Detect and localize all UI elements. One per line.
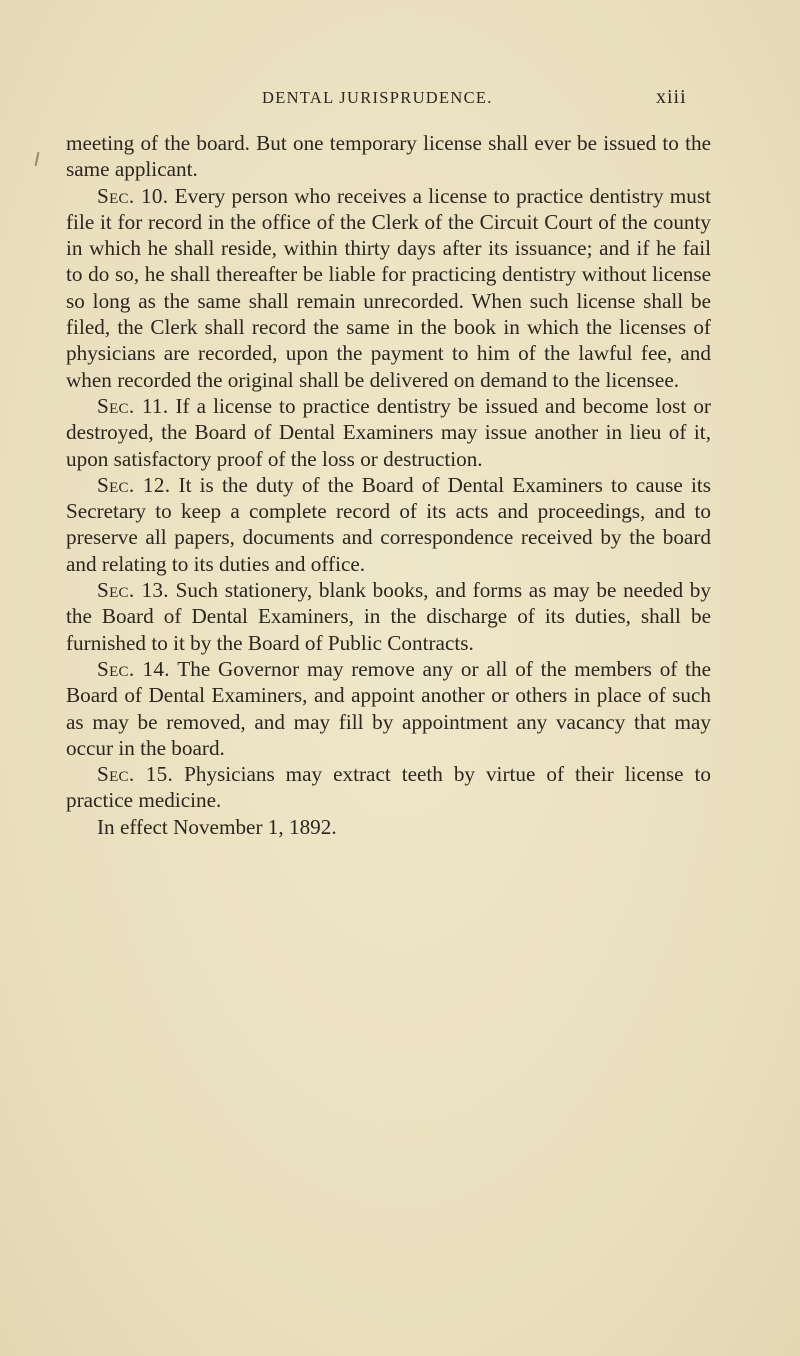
margin-mark [35,152,40,166]
section-label: Sec. 12. [97,472,171,497]
section-label: Sec. 13. [97,578,169,603]
section-text: Physicians may extract teeth by virtue of their license to practice medicine. [66,762,712,813]
section-12-paragraph [66,472,711,577]
section-text: Every person who receives a license to practice dentistry must file it for record in the office of the Clerk of the Circuit Court of the county in which he shall reside, within thirty days after its issuance; and if he fail to do so, he shall thereafter be liable for practicing dentistry without license so long as the same shall remain unrecorded. When such license shall be filed, the Clerk shall record the same in the book in which the licenses of physicians are recorded, upon the payment to him of the lawful fee, and when recorded the original shall be delivered on demand to the licensee. [66,183,712,392]
section-10-paragraph [66,183,711,393]
section-label: Sec. 11. [97,393,169,418]
section-text: Such stationery, blank books, and forms as may be needed by the Board of Dental Examiners, in the discharge of its duties, shall be furnished to it by the Board of Public Contracts. [66,578,711,655]
body-text [66,130,711,840]
section-text: The Governor may remove any or all of the members of the Board of Dental Examiners, and appoint another or others in place of such as may be removed, and may fill by appointment any vacancy that may occur in the board. [66,656,711,760]
section-text: If a license to practice dentistry be issued and become lost or destroyed, the Board of Dental Examiners may issue another in lieu of it, upon satisfactory proof of the loss or destruction. [66,393,711,471]
section-15-paragraph [66,761,711,814]
section-label: Sec. 10. [97,183,169,208]
section-label: Sec. 15. [97,762,174,787]
page-number: xiii [656,86,687,108]
section-11-paragraph [66,393,711,472]
page-header [0,88,800,112]
effective-date: In effect November 1, 1892. [97,814,337,839]
section-text: It is the duty of the Board of Dental Examiners to cause its Secretary to keep a complete record of its acts and proceedings, and to preserve all papers, documents and correspondence received by the board and relating to its duties and office. [66,472,711,576]
section-label: Sec. 14. [97,656,170,681]
section-14-paragraph [66,656,711,761]
intro-paragraph: meeting of the board. But one temporary license shall ever be issued to the same applicant. [66,131,711,182]
running-head: DENTAL JURISPRUDENCE. [262,88,493,107]
section-13-paragraph [66,577,711,656]
